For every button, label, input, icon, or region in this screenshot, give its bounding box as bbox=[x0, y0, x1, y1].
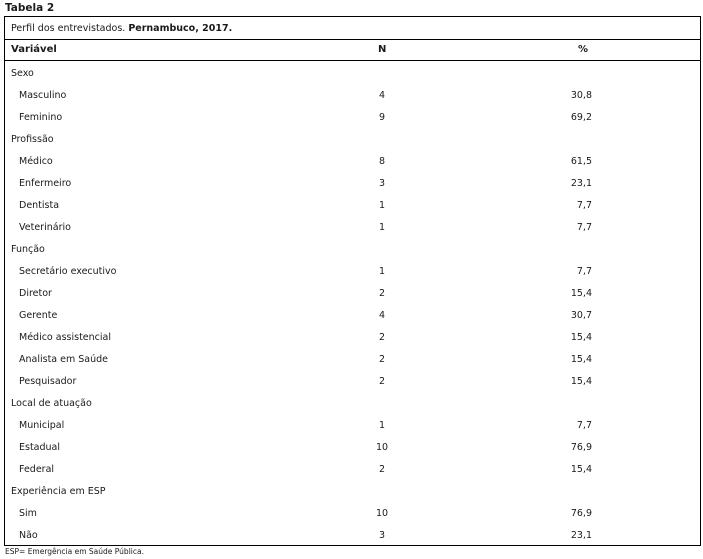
row-n-value: 3 bbox=[378, 178, 386, 189]
group-row bbox=[0, 134, 703, 146]
row-percent-value: 15,4 bbox=[570, 464, 592, 475]
row-label: Sim bbox=[19, 508, 37, 519]
row-percent-value: 61,5 bbox=[570, 156, 592, 167]
row-percent-value: 76,9 bbox=[570, 442, 592, 453]
row-n-value: 2 bbox=[378, 376, 386, 387]
row-percent-value: 7,7 bbox=[576, 420, 592, 431]
footnote: ESP= Emergência em Saúde Pública. bbox=[5, 547, 144, 556]
header-percent: % bbox=[578, 44, 589, 55]
row-n-value: 1 bbox=[378, 420, 386, 431]
row-label: Diretor bbox=[19, 288, 52, 299]
group-row bbox=[0, 398, 703, 410]
row-label: Não bbox=[19, 530, 38, 541]
row-n-value: 4 bbox=[378, 90, 386, 101]
row-n-value: 1 bbox=[378, 266, 386, 277]
row-label: Municipal bbox=[19, 420, 65, 431]
header-variable: Variável bbox=[11, 44, 57, 55]
row-n-value: 3 bbox=[378, 530, 386, 541]
row-percent-value: 7,7 bbox=[576, 200, 592, 211]
table-row bbox=[0, 464, 703, 476]
table-row bbox=[0, 530, 703, 542]
group-label: Profissão bbox=[11, 134, 54, 145]
row-label: Médico assistencial bbox=[19, 332, 111, 343]
row-percent-value: 23,1 bbox=[570, 178, 592, 189]
table-row bbox=[0, 288, 703, 300]
row-percent-value: 15,4 bbox=[570, 332, 592, 343]
row-label: Gerente bbox=[19, 310, 58, 321]
row-n-value: 10 bbox=[375, 442, 389, 453]
row-label: Federal bbox=[19, 464, 55, 475]
row-percent-value: 7,7 bbox=[576, 266, 592, 277]
row-label: Feminino bbox=[19, 112, 63, 123]
row-percent-value: 69,2 bbox=[570, 112, 592, 123]
row-label: Enfermeiro bbox=[19, 178, 72, 189]
group-label: Local de atuação bbox=[11, 398, 92, 409]
row-n-value: 1 bbox=[378, 222, 386, 233]
header-rule-bottom bbox=[4, 60, 701, 61]
row-n-value: 2 bbox=[378, 354, 386, 365]
row-n-value: 2 bbox=[378, 464, 386, 475]
row-percent-value: 15,4 bbox=[570, 288, 592, 299]
caption-bold-text: Pernambuco, 2017. bbox=[128, 23, 233, 34]
row-percent-value: 30,8 bbox=[570, 90, 592, 101]
table-row bbox=[0, 420, 703, 432]
table-label: Tabela 2 bbox=[5, 2, 55, 14]
row-label: Secretário executivo bbox=[19, 266, 117, 277]
table-caption bbox=[11, 23, 232, 35]
table-row bbox=[0, 266, 703, 278]
row-percent-value: 15,4 bbox=[570, 354, 592, 365]
table-row bbox=[0, 332, 703, 344]
group-label: Experiência em ESP bbox=[11, 486, 106, 497]
table-row bbox=[0, 442, 703, 454]
row-percent-value: 15,4 bbox=[570, 376, 592, 387]
table-bottom-rule bbox=[4, 545, 701, 546]
table-row bbox=[0, 200, 703, 212]
row-label: Dentista bbox=[19, 200, 60, 211]
row-percent-value: 23,1 bbox=[570, 530, 592, 541]
row-label: Pesquisador bbox=[19, 376, 77, 387]
row-percent-value: 76,9 bbox=[570, 508, 592, 519]
group-label: Sexo bbox=[11, 68, 34, 79]
row-percent-value: 7,7 bbox=[576, 222, 592, 233]
table-row bbox=[0, 112, 703, 124]
row-n-value: 9 bbox=[378, 112, 386, 123]
row-n-value: 4 bbox=[378, 310, 386, 321]
table-row bbox=[0, 508, 703, 520]
row-label: Veterinário bbox=[19, 222, 71, 233]
row-label: Médico bbox=[19, 156, 53, 167]
header-rule-top bbox=[4, 39, 701, 40]
table-row bbox=[0, 354, 703, 366]
row-n-value: 2 bbox=[378, 332, 386, 343]
group-row bbox=[0, 486, 703, 498]
caption-text: Perfil dos entrevistados. bbox=[11, 23, 126, 34]
group-label: Função bbox=[11, 244, 45, 255]
row-n-value: 8 bbox=[378, 156, 386, 167]
table-row bbox=[0, 310, 703, 322]
header-n: N bbox=[378, 44, 387, 55]
row-n-value: 1 bbox=[378, 200, 386, 211]
table-row bbox=[0, 178, 703, 190]
row-label: Analista em Saúde bbox=[19, 354, 109, 365]
table-row bbox=[0, 222, 703, 234]
row-percent-value: 30,7 bbox=[570, 310, 592, 321]
table-row bbox=[0, 376, 703, 388]
row-n-value: 2 bbox=[378, 288, 386, 299]
row-label: Masculino bbox=[19, 90, 67, 101]
group-row bbox=[0, 244, 703, 256]
table-row bbox=[0, 156, 703, 168]
row-n-value: 10 bbox=[375, 508, 389, 519]
group-row bbox=[0, 68, 703, 80]
table-row bbox=[0, 90, 703, 102]
row-label: Estadual bbox=[19, 442, 61, 453]
